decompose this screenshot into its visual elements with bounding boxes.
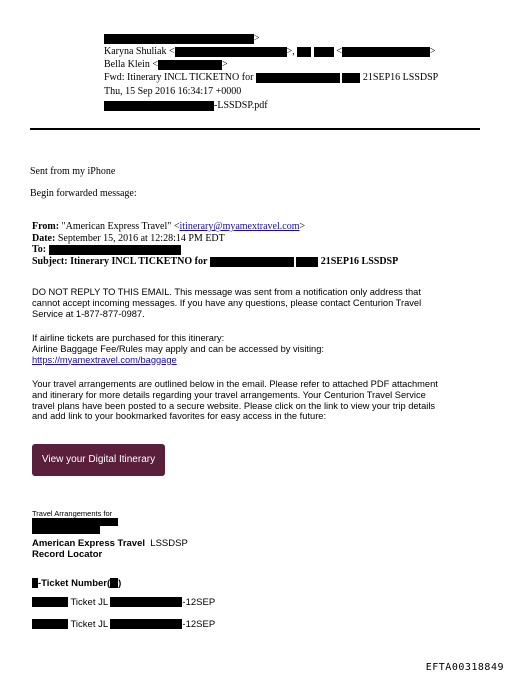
redaction xyxy=(342,73,360,83)
redaction xyxy=(296,257,318,267)
traveler-name-redaction xyxy=(32,518,118,534)
begin-forwarded-text: Begin forwarded message: xyxy=(30,188,137,199)
ticket-number-heading: -Ticket Number( ) xyxy=(32,578,121,589)
cc-value: Bella Klein < > xyxy=(104,59,228,70)
attachment-file[interactable]: -LSSDSP.pdf xyxy=(104,100,268,112)
forwarded-from-email-link[interactable]: itinerary@myamextravel.com xyxy=(179,221,300,232)
redaction xyxy=(297,47,311,57)
ticket-row: Ticket JL -12SEP xyxy=(32,597,215,608)
baggage-paragraph: If airline tickets are purchased for this itinerary: Airline Baggage Fee/Rules may apply and can be accessed by visiting: https://myamextravel.com/baggage xyxy=(32,333,324,365)
sent-from-text: Sent from my iPhone xyxy=(30,166,116,177)
redaction xyxy=(314,47,334,57)
redaction xyxy=(256,73,340,83)
ticket-row: Ticket JL -12SEP xyxy=(32,619,215,630)
redaction xyxy=(158,60,222,70)
notice-paragraph: DO NOT REPLY TO THIS EMAIL. This message was sent from a notification only address that cannot accept incoming messages. If you have any questions, please contact Centurion Travel Service at 1-877-877-0987. xyxy=(32,287,422,319)
redaction xyxy=(175,47,287,57)
forwarded-date-row: Date: September 15, 2016 at 12:28:14 PM EDT xyxy=(32,233,225,244)
forwarded-to-row: To: xyxy=(32,244,181,256)
redaction xyxy=(210,257,294,267)
header-divider xyxy=(30,128,480,130)
record-locator-label: Record Locator xyxy=(32,549,103,560)
from-value: > xyxy=(104,33,260,45)
to-value: Karyna Shuliak < >, < > xyxy=(104,46,436,57)
baggage-link[interactable]: https://myamextravel.com/baggage xyxy=(32,354,177,365)
document-id: EFTA00318849 xyxy=(425,662,504,673)
arrangements-paragraph: Your travel arrangements are outlined below in the email. Please refer to attached PDF attachment and itinerary for more details regarding your travel arrangements. Your Centurion Travel Service travel plans have been posted to a secure website. Please click on the link to view your trip details and add link to your bookmarked favorites for easy access in the future: xyxy=(32,379,438,422)
forwarded-from-row: From: "American Express Travel" <itinerary@myamextravel.com> xyxy=(32,221,306,232)
view-digital-itinerary-button[interactable]: View your Digital Itinerary xyxy=(32,444,165,476)
date-value: Thu, 15 Sep 2016 16:34:17 +0000 xyxy=(104,86,242,97)
forwarded-subject-row: Subject: Itinerary INCL TICKETNO for 21SEP16 LSSDSP xyxy=(32,256,399,267)
redaction xyxy=(342,47,430,57)
agency-row: American Express Travel LSSDSP xyxy=(32,538,188,549)
travel-arrangements-heading: Travel Arrangements for xyxy=(32,509,113,518)
redaction xyxy=(104,34,254,44)
redaction xyxy=(49,245,181,255)
redaction xyxy=(104,101,214,111)
subject-value: Fwd: Itinerary INCL TICKETNO for 21SEP16 LSSDSP xyxy=(104,72,439,83)
